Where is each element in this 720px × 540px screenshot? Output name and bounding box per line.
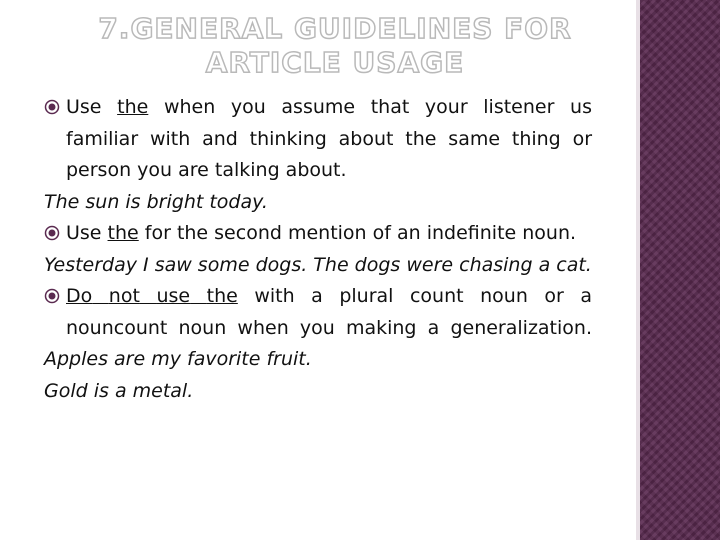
bullet-item bbox=[44, 281, 592, 344]
underlined-article: the bbox=[117, 96, 149, 118]
example-sentence: Yesterday I saw some dogs. The dogs were chasing a cat. bbox=[44, 253, 592, 276]
bullet-item bbox=[44, 92, 592, 187]
underlined-word: use bbox=[156, 285, 191, 307]
example-sentence: The sun is bright today. bbox=[44, 190, 268, 213]
example-sentence: Gold is a metal. bbox=[44, 379, 194, 402]
underlined-word: the bbox=[206, 285, 238, 307]
bullet-item bbox=[44, 218, 592, 250]
bullet-text: when you assume that your listener us familiar with and thinking about the same thing or person you are talking about. bbox=[66, 96, 592, 181]
slide-content bbox=[44, 92, 592, 407]
slide-title: 7.GENERAL GUIDELINES FOR ARTICLE USAGE bbox=[98, 12, 572, 79]
radio-bullet-icon bbox=[44, 225, 60, 241]
underlined-word: not bbox=[108, 285, 140, 307]
bullet-text: Use bbox=[66, 96, 118, 118]
radio-bullet-icon bbox=[44, 288, 60, 304]
bullet-text: for the second mention of an indefinite noun. bbox=[138, 222, 577, 244]
underlined-article: the bbox=[107, 222, 139, 244]
example-sentence: Apples are my favorite fruit. bbox=[44, 348, 312, 370]
radio-bullet-icon bbox=[44, 99, 60, 115]
bullet-text: with a plural count noun or a nouncount noun when you making a generalization. bbox=[66, 285, 592, 339]
bullet-text: Use bbox=[66, 222, 108, 244]
decorative-sidebar bbox=[640, 0, 720, 540]
underlined-word: Do bbox=[66, 285, 93, 307]
